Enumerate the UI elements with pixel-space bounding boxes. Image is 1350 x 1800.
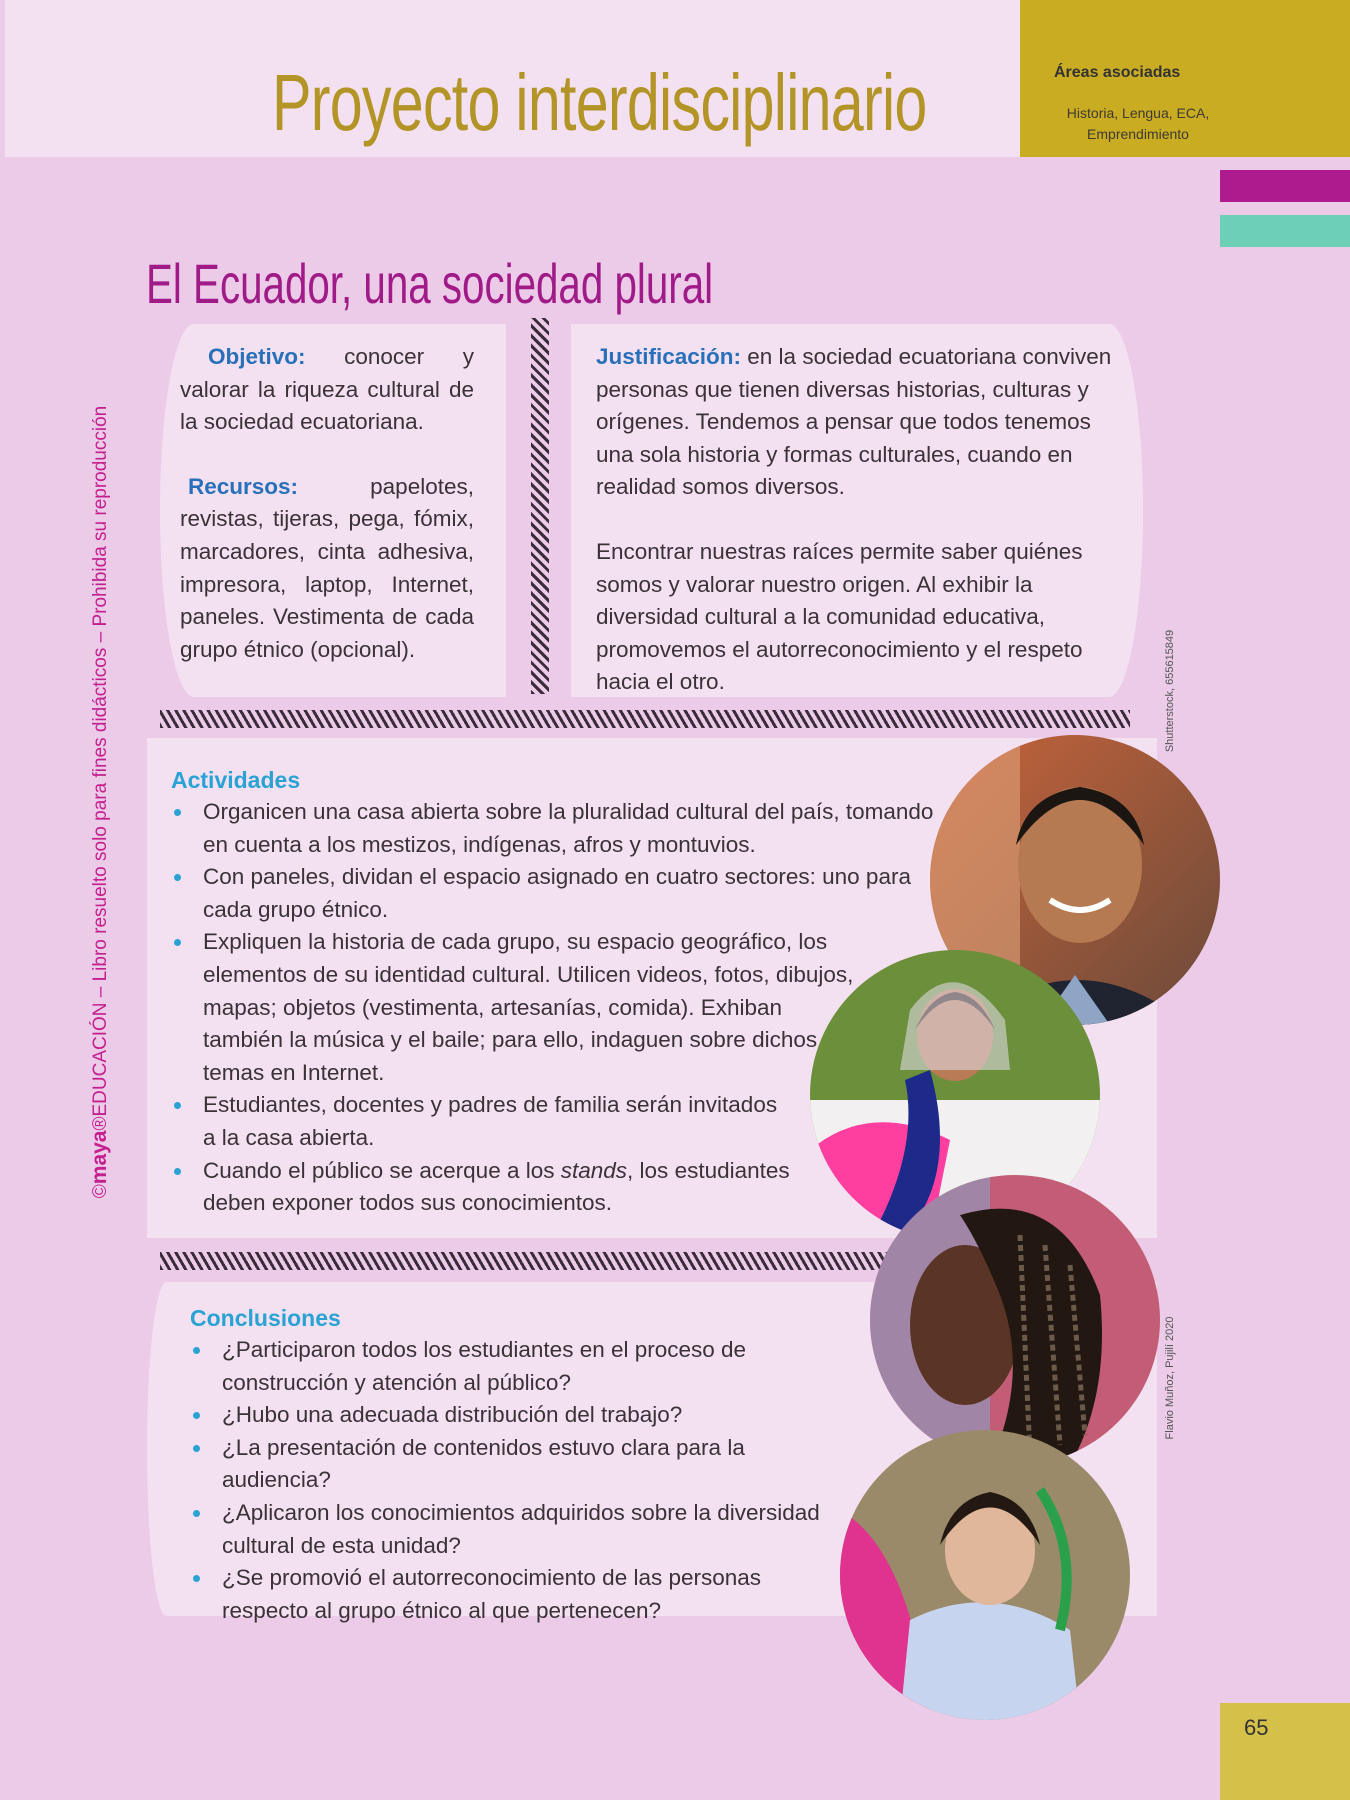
justificacion-paragraph-2: Encontrar nuestras raíces permite saber quiénes somos y valorar nuestro origen. Al exhibir la diversidad cultural a la comunidad educativa, promovemos el autorreconocimiento y el respeto hacia el otro. <box>596 538 1083 695</box>
divider-vertical <box>531 318 549 694</box>
objetivo-label: Objetivo: <box>208 344 306 369</box>
page-number: 65 <box>1244 1715 1269 1740</box>
list-item-text: , los estudiantes deben exponer todos sus conocimientos. <box>203 1157 790 1216</box>
color-tab-magenta <box>1220 170 1350 202</box>
list-item: ¿Aplicaron los conocimientos adquiridos sobre la diversidad cultural de esta unidad? <box>190 1497 850 1562</box>
list-item <box>171 1155 833 1220</box>
justificacion-paragraph-1 <box>596 341 1131 504</box>
justificacion-block <box>596 341 1131 699</box>
brand-logo: maya <box>88 1130 111 1185</box>
photo-woman-pink-dress-image <box>840 1430 1130 1720</box>
objetivo-text: conocer y valorar la riqueza cultural de la sociedad ecuatoriana. <box>180 344 474 435</box>
list-item: Con paneles, dividan el espacio asignado en cuatro sectores: uno para cada grupo étnico. <box>171 861 943 926</box>
section-title: El Ecuador, una sociedad plural <box>146 252 714 315</box>
page-title: Proyecto interdisciplinario <box>272 58 927 147</box>
divider-horizontal-bottom <box>160 1252 920 1270</box>
photo-credit-bottom: Flavio Muñoz, Pujilí 2020 <box>1164 1316 1176 1440</box>
photo-woman-braids <box>870 1175 1160 1465</box>
actividades-title: Actividades <box>171 767 301 793</box>
photo-woman-pink-dress <box>840 1430 1130 1720</box>
list-item: ¿Participaron todos los estudiantes en el proceso de construcción y atención al público? <box>190 1334 850 1399</box>
photo-credit-top: Shutterstock, 655615849 <box>1164 629 1176 753</box>
list-item: ¿Hubo una adecuada distribución del trabajo? <box>190 1399 850 1432</box>
list-item: Estudiantes, docentes y padres de familia serán invitados a la casa abierta. <box>171 1089 788 1154</box>
recursos-paragraph <box>180 471 474 667</box>
justificacion-label: Justificación: <box>596 344 742 369</box>
conclusiones-title: Conclusiones <box>190 1305 341 1331</box>
list-item: ¿La presentación de contenidos estuvo clara para la audiencia? <box>190 1432 850 1497</box>
list-item: ¿Se promovió el autorreconocimiento de las personas respecto al grupo étnico al que pertenecen? <box>190 1562 842 1627</box>
justificacion-text-1: en la sociedad ecuatoriana conviven personas que tienen diversas historias, culturas y orígenes. Tendemos a pensar que todos tenemos una sola historia y formas culturales, cuando en realidad somos diversos. <box>596 344 1112 500</box>
list-item-text: Cuando el público se acerque a los <box>203 1157 561 1183</box>
page-number-box <box>1220 1703 1350 1800</box>
color-tab-teal <box>1220 215 1350 247</box>
conclusiones-block <box>190 1302 850 1627</box>
list-item: Organicen una casa abierta sobre la pluralidad cultural del país, tomando en cuenta a los mestizos, indígenas, afros y montuvios. <box>171 796 953 861</box>
recursos-label: Recursos: <box>188 473 299 499</box>
side-copyright <box>88 282 112 1322</box>
list-item: Expliquen la historia de cada grupo, su espacio geográfico, los elementos de su identidad cultural. Utilicen videos, fotos, dibujos, mapas; objetos (vestimenta, artesanías, comida). Exhiban también la música y el baile; para ello, indaguen sobre dichos temas en Internet. <box>171 926 863 1089</box>
conclusiones-list <box>190 1334 850 1627</box>
areas-box <box>1020 0 1350 157</box>
areas-title: Áreas asociadas <box>1054 64 1181 81</box>
photo-woman-braids-image <box>870 1175 1160 1465</box>
objetivo-paragraph <box>180 341 474 439</box>
copyright-symbol: © <box>90 1184 111 1199</box>
registered-mark: ® <box>90 1116 111 1131</box>
recursos-text: papelotes, revistas, tijeras, pega, fómix, marcadores, cinta adhesiva, impresora, laptop, Internet, paneles. Vestimenta de cada grupo étnico (opcional). <box>180 473 474 662</box>
divider-horizontal-top <box>160 710 1130 728</box>
copyright-text: EDUCACIÓN – Libro resuelto solo para fines didácticos – Prohibida su reproducción <box>90 405 111 1117</box>
objetivo-block <box>180 341 474 666</box>
areas-text: Historia, Lengua, ECA, Emprendimiento <box>1066 105 1210 142</box>
list-item-emphasis: stands <box>560 1157 628 1183</box>
